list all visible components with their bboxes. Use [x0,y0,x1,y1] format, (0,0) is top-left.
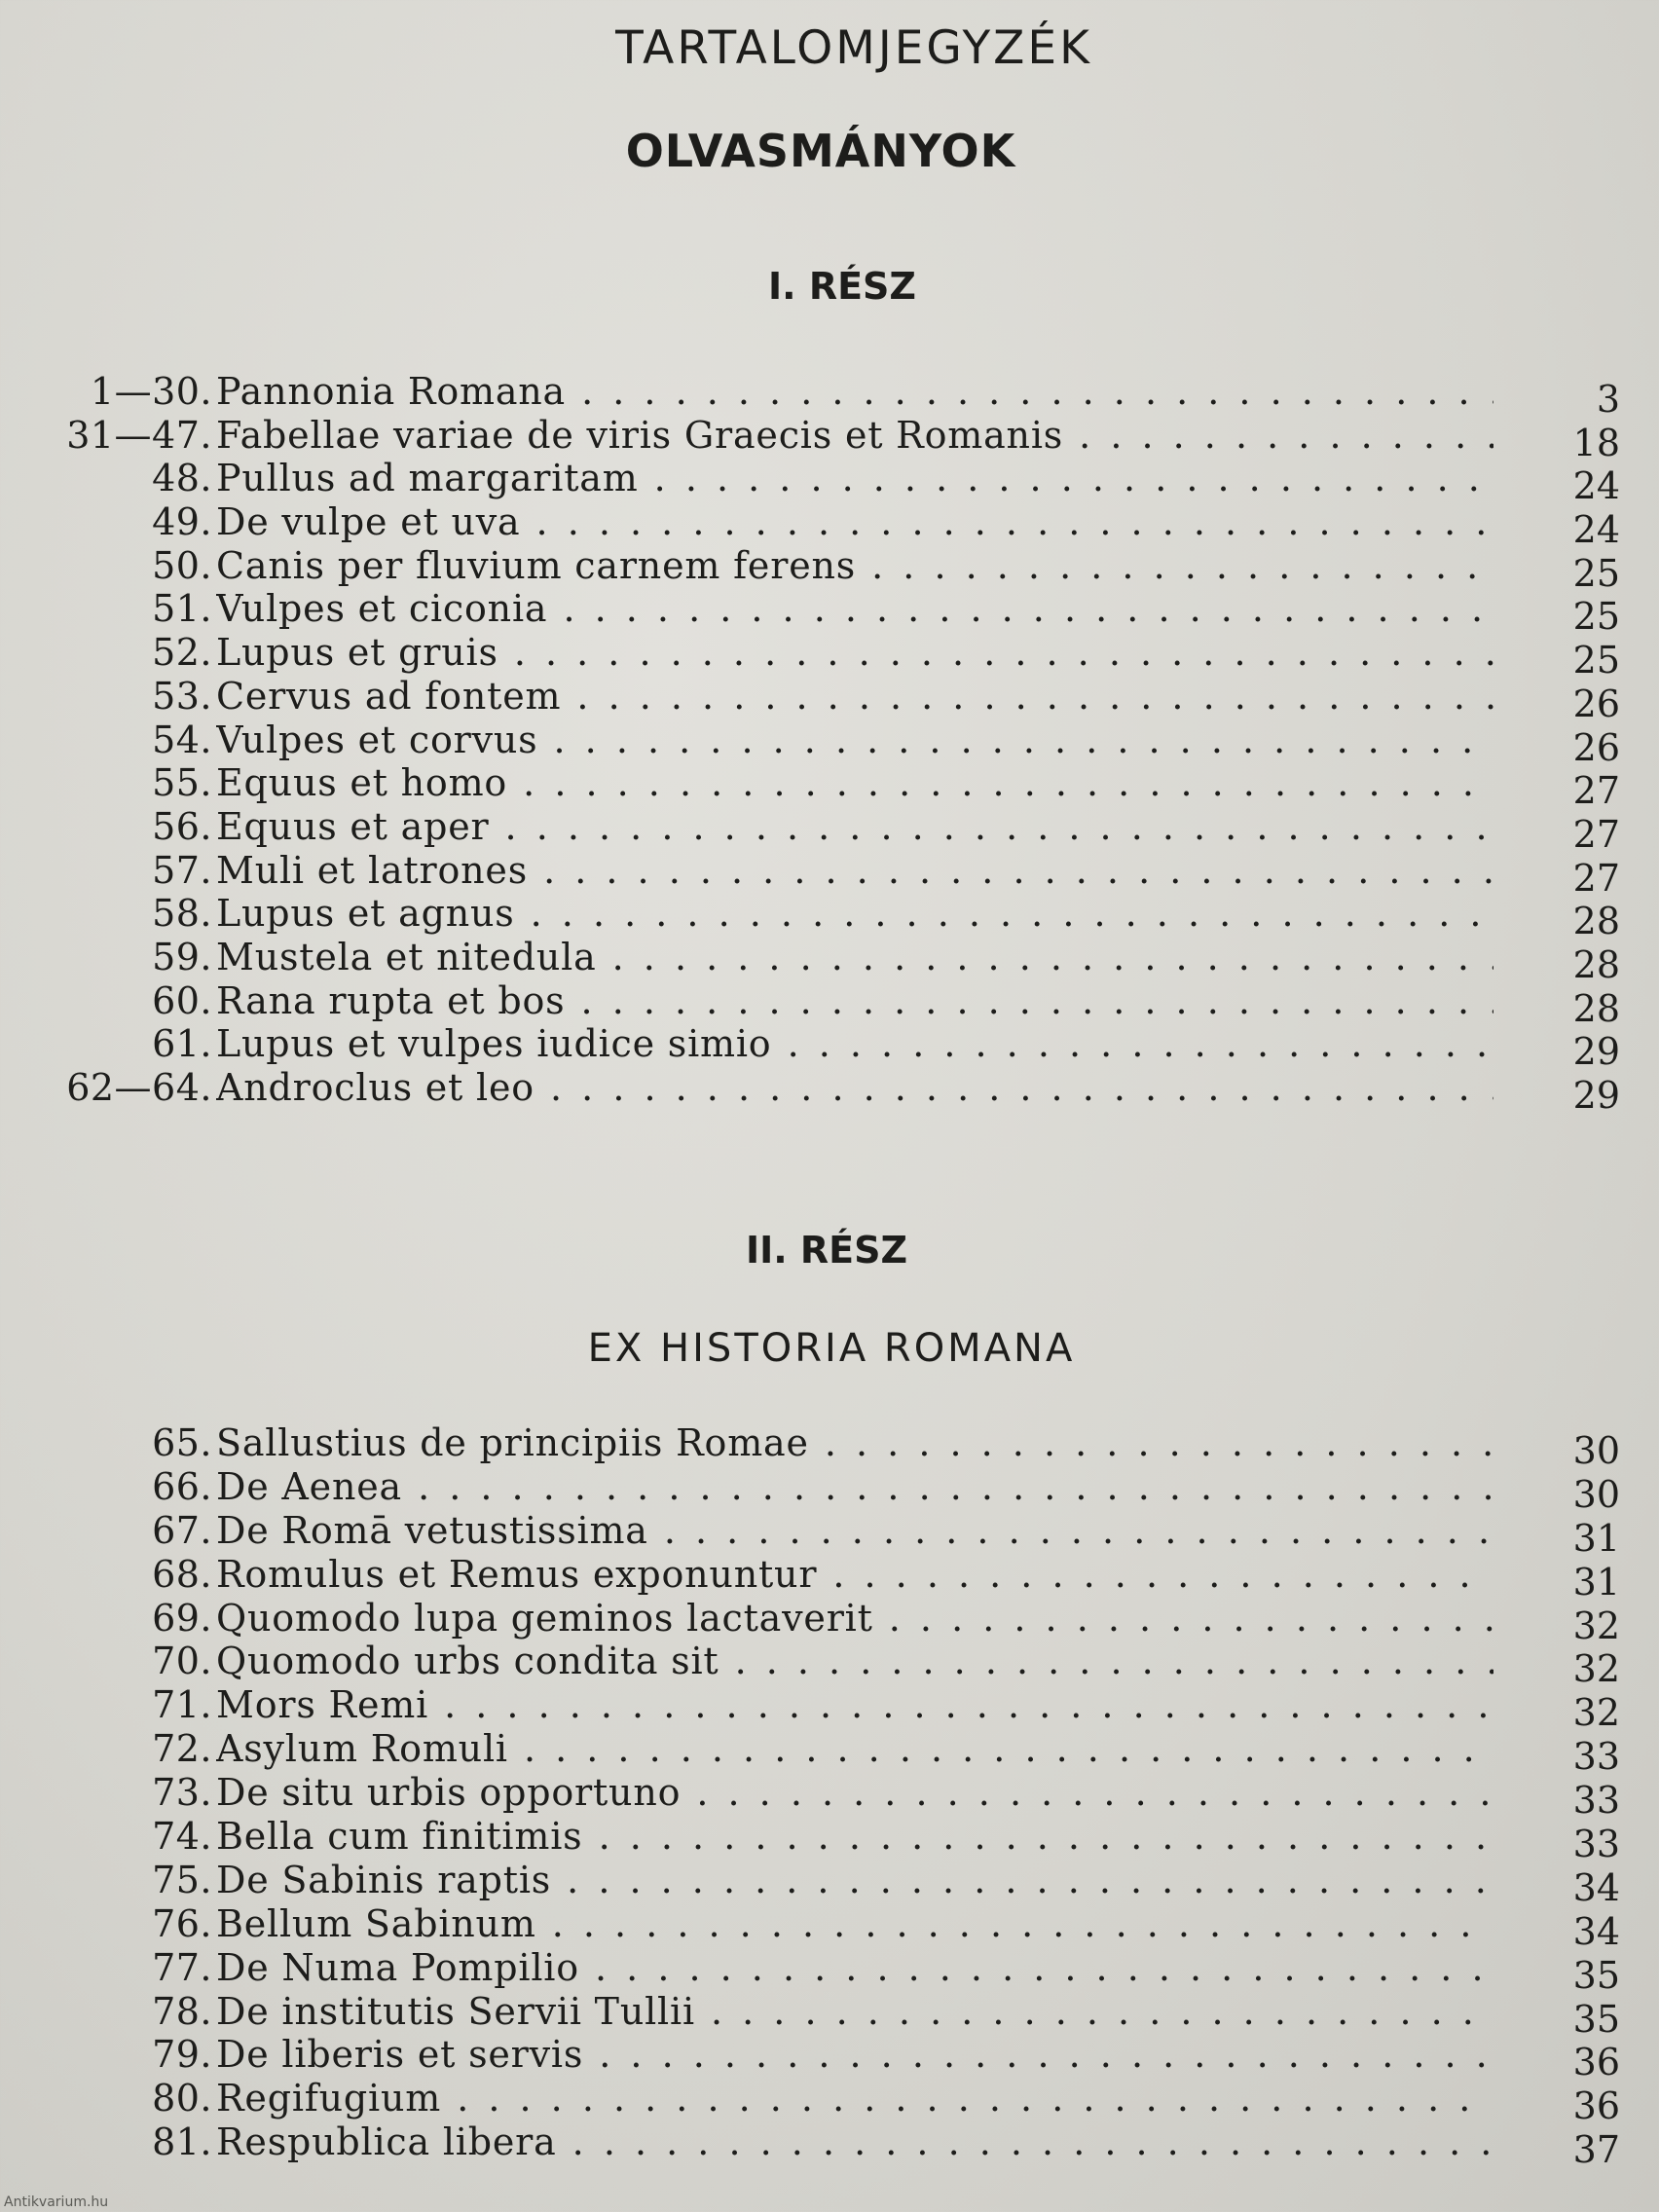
entry-page: 31 [1572,1560,1620,1604]
entry-title: De Sabinis raptis . . . [216,1859,1493,1902]
entry-title: Asylum Romuli . . . [216,1727,1493,1771]
entry-page: 28 [1572,986,1620,1030]
entry-number: 56. [152,804,212,848]
toc-entry [0,1640,1659,1691]
part2-heading: II. RÉSZ [745,1229,908,1272]
entry-number: 57. [152,848,212,892]
entry-title: Canis per fluvium carnem ferens . . . [216,544,1493,588]
entry-title: Romulus et Remus exponuntur . . . [216,1553,1493,1597]
entry-title: Pullus ad margaritam . . . [216,457,1493,500]
entry-number: 75. [152,1858,212,1901]
part2-toc [0,1421,1659,2172]
entry-page: 33 [1572,1823,1620,1866]
entry-title: Regifugium . . . [216,2077,1493,2120]
toc-entry [0,935,1659,986]
entry-number: 67. [152,1508,212,1552]
entry-page: 36 [1572,2041,1620,2084]
toc-entry [0,1771,1659,1823]
entry-page: 27 [1572,769,1620,813]
entry-number: 78. [152,1989,212,2033]
toc-entry [0,804,1659,856]
entry-number: 72. [152,1727,212,1771]
entry-number: 51. [152,587,212,631]
entry-number: 73. [152,1771,212,1815]
entry-title: De Numa Pompilio . . . [216,1946,1493,1990]
entry-page: 33 [1572,1779,1620,1823]
toc-entry [0,413,1659,464]
entry-number: 31—47. [66,413,212,457]
entry-title: Pannonia Romana . . . [216,370,1493,414]
toc-entry [0,761,1659,813]
watermark: Antikvarium.hu [4,2194,109,2210]
entry-page: 31 [1572,1516,1620,1560]
entry-page: 36 [1572,2084,1620,2128]
toc-entry [0,1552,1659,1604]
entry-page: 32 [1572,1691,1620,1735]
entry-number: 1—30. [90,370,212,413]
entry-page: 26 [1572,682,1620,725]
entry-title: Respublica libera . . . [216,2120,1493,2164]
entry-number: 65. [152,1421,212,1464]
entry-number: 68. [152,1552,212,1596]
entry-number: 79. [152,2033,212,2077]
entry-title: Cervus ad fontem . . . [216,675,1493,719]
entry-page: 3 [1596,378,1620,421]
entry-page: 30 [1572,1429,1620,1472]
entry-page: 33 [1572,1735,1620,1779]
part1-toc [0,370,1659,1117]
toc-entry [0,2120,1659,2172]
entry-title: Lupus et gruis . . . [216,631,1493,675]
toc-entry [0,1901,1659,1953]
entry-page: 37 [1572,2128,1620,2172]
toc-entry [0,1596,1659,1647]
entry-number: 52. [152,631,212,675]
entry-number: 61. [152,1022,212,1066]
entry-title: De liberis et servis . . . [216,2033,1493,2077]
entry-page: 25 [1572,639,1620,682]
entry-title: Equus et homo . . . [216,761,1493,805]
entry-number: 50. [152,543,212,587]
entry-page: 27 [1572,812,1620,856]
entry-title: Lupus et vulpes iudice simio . . . [216,1022,1493,1066]
entry-number: 69. [152,1596,212,1640]
entry-title: Androclus et leo . . . [216,1066,1493,1110]
entry-title: De institutis Servii Tullii . . . [216,1990,1493,2034]
page-title: TARTALOMJEGYZÉK [615,21,1092,75]
entry-page: 25 [1572,551,1620,595]
entry-title: Rana rupta et bos . . . [216,979,1493,1023]
part2-subheading: EX HISTORIA ROMANA [587,1326,1076,1371]
entry-number: 54. [152,718,212,761]
toc-entry [0,457,1659,508]
entry-page: 32 [1572,1647,1620,1691]
entry-number: 66. [152,1464,212,1508]
toc-entry [0,1066,1659,1117]
toc-entry [0,587,1659,639]
entry-title: Mors Remi . . . [216,1683,1493,1727]
entry-number: 81. [152,2120,212,2164]
toc-entry [0,1421,1659,1472]
entry-title: De vulpe et uva . . . [216,500,1493,544]
toc-entry [0,1022,1659,1074]
entry-number: 76. [152,1901,212,1945]
entry-title: Lupus et agnus . . . [216,892,1493,936]
toc-entry [0,718,1659,769]
entry-title: Fabellae variae de viris Graecis et Romanis . . . [216,414,1493,458]
entry-title: Muli et latrones . . . [216,849,1493,893]
entry-title: Quomodo urbs condita sit . . . [216,1640,1493,1683]
entry-page: 28 [1572,942,1620,986]
entry-page: 35 [1572,1953,1620,1997]
entry-title: De situ urbis opportuno . . . [216,1771,1493,1815]
toc-entry [0,848,1659,900]
toc-entry [0,1727,1659,1779]
entry-page: 26 [1572,725,1620,769]
entry-number: 60. [152,978,212,1022]
toc-entry [0,1464,1659,1516]
entry-title: Bella cum finitimis . . . [216,1815,1493,1859]
entry-number: 58. [152,892,212,936]
entry-page: 34 [1572,1909,1620,1953]
entry-page: 25 [1572,595,1620,639]
toc-entry [0,1858,1659,1909]
entry-title: De Aenea . . . [216,1465,1493,1509]
entry-number: 49. [152,500,212,544]
part1-heading: I. RÉSZ [768,265,916,308]
entry-page: 29 [1572,1030,1620,1074]
entry-title: Vulpes et ciconia . . . [216,587,1493,631]
toc-entry [0,1945,1659,1997]
entry-page: 27 [1572,856,1620,900]
entry-number: 53. [152,674,212,718]
toc-entry [0,2077,1659,2128]
toc-entry [0,674,1659,725]
entry-page: 32 [1572,1604,1620,1647]
toc-entry [0,892,1659,943]
entry-number: 62—64. [66,1066,212,1109]
entry-number: 59. [152,935,212,978]
toc-entry [0,543,1659,595]
entry-title: Vulpes et corvus . . . [216,719,1493,762]
toc-entry [0,1989,1659,2041]
entry-title: De Romā vetustissima . . . [216,1509,1493,1553]
entry-page: 28 [1572,900,1620,943]
entry-title: Mustela et nitedula . . . [216,936,1493,979]
entry-title: Bellum Sabinum . . . [216,1902,1493,1946]
entry-page: 24 [1572,508,1620,552]
entry-title: Equus et aper . . . [216,805,1493,849]
entry-page: 24 [1572,464,1620,508]
entry-number: 74. [152,1815,212,1859]
toc-entry [0,631,1659,682]
entry-number: 48. [152,457,212,500]
entry-page: 34 [1572,1865,1620,1909]
entry-page: 30 [1572,1472,1620,1516]
toc-entry [0,500,1659,552]
entry-title: Quomodo lupa geminos lactaverit . . . [216,1597,1493,1641]
entry-number: 55. [152,761,212,805]
entry-page: 29 [1572,1074,1620,1117]
toc-entry [0,1683,1659,1735]
entry-title: Sallustius de principiis Romae . . . [216,1421,1493,1465]
toc-entry [0,2033,1659,2084]
entry-number: 71. [152,1683,212,1727]
toc-entry [0,1508,1659,1560]
toc-entry [0,370,1659,421]
section-title: OLVASMÁNYOK [625,125,1016,177]
toc-entry [0,1815,1659,1866]
entry-number: 80. [152,2077,212,2120]
entry-page: 35 [1572,1997,1620,2041]
entry-page: 18 [1572,421,1620,464]
toc-entry [0,978,1659,1030]
entry-number: 77. [152,1945,212,1989]
entry-number: 70. [152,1640,212,1683]
